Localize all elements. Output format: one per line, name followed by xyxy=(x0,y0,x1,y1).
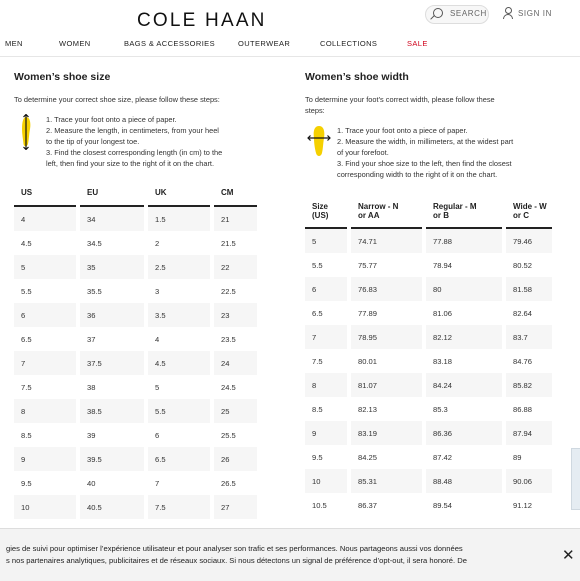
table-cell: 4 xyxy=(146,327,212,351)
table-row xyxy=(14,327,257,351)
table-row xyxy=(305,397,552,421)
table-cell: 37 xyxy=(78,327,146,351)
sign-in-label: SIGN IN xyxy=(518,9,552,18)
table-row xyxy=(305,445,552,469)
table-cell: 4.5 xyxy=(21,238,32,248)
table-cell: 78.95 xyxy=(349,325,424,349)
section-intro: To determine your correct shoe size, please follow these steps: xyxy=(14,95,220,104)
table-cell: 10.5 xyxy=(312,500,327,510)
table-cell: 34 xyxy=(78,206,146,231)
table-cell: 34.5 xyxy=(78,231,146,255)
table-row xyxy=(14,231,257,255)
cookie-text xyxy=(6,543,546,567)
table-cell: 26 xyxy=(212,447,257,471)
table-cell: 90.06 xyxy=(504,469,552,493)
table-cell: 21.5 xyxy=(212,231,257,255)
table-cell: 82.64 xyxy=(504,301,552,325)
table-cell: 89.54 xyxy=(424,493,504,517)
table-cell: 35 xyxy=(78,255,146,279)
table-row xyxy=(305,373,552,397)
table-cell: 3.5 xyxy=(146,303,212,327)
table-cell: 5 xyxy=(146,375,212,399)
table-cell: 84.76 xyxy=(504,349,552,373)
nav-item-collections[interactable]: COLLECTIONS xyxy=(320,39,378,48)
step-line: 2. Measure the width, in millimeters, at the widest part xyxy=(337,137,514,146)
foot-width-icon xyxy=(307,124,331,158)
step-line: 2. Measure the length, in centimeters, from your heel xyxy=(46,126,219,135)
table-cell: 24.5 xyxy=(212,375,257,399)
table-row xyxy=(14,471,257,495)
table-cell: 6.5 xyxy=(21,334,32,344)
table-cell: 81.06 xyxy=(424,301,504,325)
table-cell: 9.5 xyxy=(21,478,32,488)
table-cell: 82.12 xyxy=(424,325,504,349)
nav-item-sale[interactable]: SALE xyxy=(407,39,428,48)
feedback-tab[interactable] xyxy=(571,448,580,510)
table-cell: 7 xyxy=(305,325,349,349)
table-cell: 80.52 xyxy=(504,253,552,277)
table-row xyxy=(305,421,552,445)
table-cell: 38 xyxy=(78,375,146,399)
nav-item-men[interactable]: MEN xyxy=(5,39,23,48)
step-line: 1. Trace your foot onto a piece of paper. xyxy=(46,115,177,124)
shoe-width-table xyxy=(305,194,552,517)
table-cell: 85.82 xyxy=(504,373,552,397)
close-icon[interactable]: ✕ xyxy=(562,547,575,564)
column-header: Narrow - N or AA xyxy=(349,194,424,228)
table-cell: 9.5 xyxy=(312,452,323,462)
table-row xyxy=(305,253,552,277)
width-steps xyxy=(337,125,553,180)
table-cell: 7.5 xyxy=(146,495,212,519)
step-line: left, then find your size to the right of it on the chart. xyxy=(46,159,215,168)
table-cell: 5 xyxy=(14,255,78,279)
column-header: US xyxy=(14,180,78,206)
table-cell: 7.5 xyxy=(21,382,32,392)
site-header xyxy=(0,0,580,57)
table-cell: 7 xyxy=(146,471,212,495)
table-cell: 5 xyxy=(305,228,349,253)
column-header: EU xyxy=(78,180,146,206)
table-row xyxy=(14,375,257,399)
table-cell: 4 xyxy=(14,206,78,231)
search-icon xyxy=(433,8,443,18)
cookie-banner xyxy=(0,528,580,581)
brand-logo[interactable]: COLE HAAN xyxy=(137,10,267,31)
table-row xyxy=(14,279,257,303)
table-cell: 74.71 xyxy=(349,228,424,253)
width-table-body xyxy=(305,228,552,517)
table-cell: 39.5 xyxy=(78,447,146,471)
step-line: corresponding width to the right of it on the chart. xyxy=(337,170,498,179)
table-row xyxy=(305,228,552,253)
table-cell: 25.5 xyxy=(212,423,257,447)
table-row xyxy=(305,493,552,517)
table-cell: 83.18 xyxy=(424,349,504,373)
table-row xyxy=(14,255,257,279)
table-cell: 2.5 xyxy=(146,255,212,279)
cookie-line: gies de suivi pour optimiser l’expérience utilisateur et pour analyser son trafic et ses performances. Nous partageons aussi vos données xyxy=(6,544,463,553)
size-table-body xyxy=(14,206,257,519)
main-nav xyxy=(0,39,580,51)
step-line: 1. Trace your foot onto a piece of paper. xyxy=(337,126,468,135)
column-header: UK xyxy=(146,180,212,206)
table-cell: 21 xyxy=(212,206,257,231)
table-cell: 1.5 xyxy=(146,206,212,231)
table-row xyxy=(14,351,257,375)
table-cell: 7 xyxy=(14,351,78,375)
table-cell: 5.5 xyxy=(312,260,323,270)
table-cell: 84.24 xyxy=(424,373,504,397)
table-cell: 80 xyxy=(424,277,504,301)
table-row xyxy=(14,206,257,231)
table-cell: 37.5 xyxy=(78,351,146,375)
column-header: Wide - W or C xyxy=(504,194,552,228)
table-row xyxy=(305,301,552,325)
section-title: Women’s shoe size xyxy=(14,71,111,83)
table-cell: 6.5 xyxy=(146,447,212,471)
table-cell: 24 xyxy=(212,351,257,375)
table-cell: 76.83 xyxy=(349,277,424,301)
table-cell: 75.77 xyxy=(349,253,424,277)
table-cell: 40.5 xyxy=(78,495,146,519)
table-cell: 27 xyxy=(212,495,257,519)
step-line: to the tip of your longest toe. xyxy=(46,137,140,146)
nav-item-women[interactable]: WOMEN xyxy=(59,39,91,48)
table-cell: 91.12 xyxy=(504,493,552,517)
table-cell: 6 xyxy=(14,303,78,327)
table-cell: 87.94 xyxy=(504,421,552,445)
table-cell: 6 xyxy=(305,277,349,301)
table-cell: 79.46 xyxy=(504,228,552,253)
table-cell: 22.5 xyxy=(212,279,257,303)
step-line: of your forefoot. xyxy=(337,148,389,157)
table-cell: 8.5 xyxy=(21,430,32,440)
intro-line: To determine your foot’s correct width, please follow these xyxy=(305,95,495,104)
table-cell: 38.5 xyxy=(78,399,146,423)
table-cell: 86.36 xyxy=(424,421,504,445)
table-row xyxy=(14,423,257,447)
table-cell: 9 xyxy=(305,421,349,445)
table-cell: 23 xyxy=(212,303,257,327)
table-cell: 77.88 xyxy=(424,228,504,253)
column-header: CM xyxy=(212,180,257,206)
column-header: Size (US) xyxy=(305,194,349,228)
table-cell: 26.5 xyxy=(212,471,257,495)
section-title: Women’s shoe width xyxy=(305,71,409,83)
table-cell: 22 xyxy=(212,255,257,279)
table-cell: 89 xyxy=(504,445,552,469)
table-cell: 25 xyxy=(212,399,257,423)
table-cell: 83.7 xyxy=(504,325,552,349)
table-cell: 39 xyxy=(78,423,146,447)
table-cell: 8.5 xyxy=(312,404,323,414)
section-intro xyxy=(305,94,553,116)
table-cell: 88.48 xyxy=(424,469,504,493)
table-cell: 10 xyxy=(305,469,349,493)
table-cell: 80.01 xyxy=(349,349,424,373)
table-cell: 8 xyxy=(14,399,78,423)
table-row xyxy=(305,349,552,373)
table-cell: 35.5 xyxy=(78,279,146,303)
table-row xyxy=(14,303,257,327)
table-row xyxy=(305,277,552,301)
table-cell: 4.5 xyxy=(146,351,212,375)
table-cell: 8 xyxy=(305,373,349,397)
foot-length-icon xyxy=(18,114,34,150)
table-cell: 83.19 xyxy=(349,421,424,445)
table-cell: 36 xyxy=(78,303,146,327)
table-row xyxy=(14,495,257,519)
table-row xyxy=(305,469,552,493)
table-cell: 3 xyxy=(146,279,212,303)
search-button[interactable] xyxy=(425,5,489,24)
table-cell: 85.31 xyxy=(349,469,424,493)
column-header: Regular - M or B xyxy=(424,194,504,228)
cookie-line: s nos partenaires analytiques, publicitaires et de réseaux sociaux. Si nous détectons un signal de préférence d’opt-out, il sera honoré. De xyxy=(6,556,467,565)
intro-line: steps: xyxy=(305,106,325,115)
table-cell: 87.42 xyxy=(424,445,504,469)
table-cell: 5.5 xyxy=(21,286,32,296)
table-cell: 82.13 xyxy=(349,397,424,421)
table-cell: 85.3 xyxy=(424,397,504,421)
table-cell: 9 xyxy=(14,447,78,471)
table-cell: 40 xyxy=(78,471,146,495)
shoe-size-table xyxy=(14,180,257,519)
table-cell: 10 xyxy=(14,495,78,519)
table-row xyxy=(14,447,257,471)
step-line: 3. Find the closest corresponding length (in cm) to the xyxy=(46,148,223,157)
table-cell: 23.5 xyxy=(212,327,257,351)
search-label: SEARCH xyxy=(450,9,487,18)
table-cell: 86.88 xyxy=(504,397,552,421)
table-cell: 84.25 xyxy=(349,445,424,469)
step-line: 3. Find your shoe size to the left, then find the closest xyxy=(337,159,512,168)
table-cell: 77.89 xyxy=(349,301,424,325)
user-icon xyxy=(503,7,513,20)
table-cell: 81.58 xyxy=(504,277,552,301)
table-cell: 78.94 xyxy=(424,253,504,277)
table-cell: 86.37 xyxy=(349,493,424,517)
table-cell: 5.5 xyxy=(146,399,212,423)
table-cell: 6 xyxy=(146,423,212,447)
table-cell: 81.07 xyxy=(349,373,424,397)
table-cell: 6.5 xyxy=(312,308,323,318)
table-cell: 2 xyxy=(146,231,212,255)
nav-item-bags-accessories[interactable]: BAGS & ACCESSORIES xyxy=(124,39,215,48)
table-cell: 7.5 xyxy=(312,356,323,366)
table-row xyxy=(305,325,552,349)
nav-item-outerwear[interactable]: OUTERWEAR xyxy=(238,39,291,48)
size-steps xyxy=(46,114,256,169)
table-row xyxy=(14,399,257,423)
